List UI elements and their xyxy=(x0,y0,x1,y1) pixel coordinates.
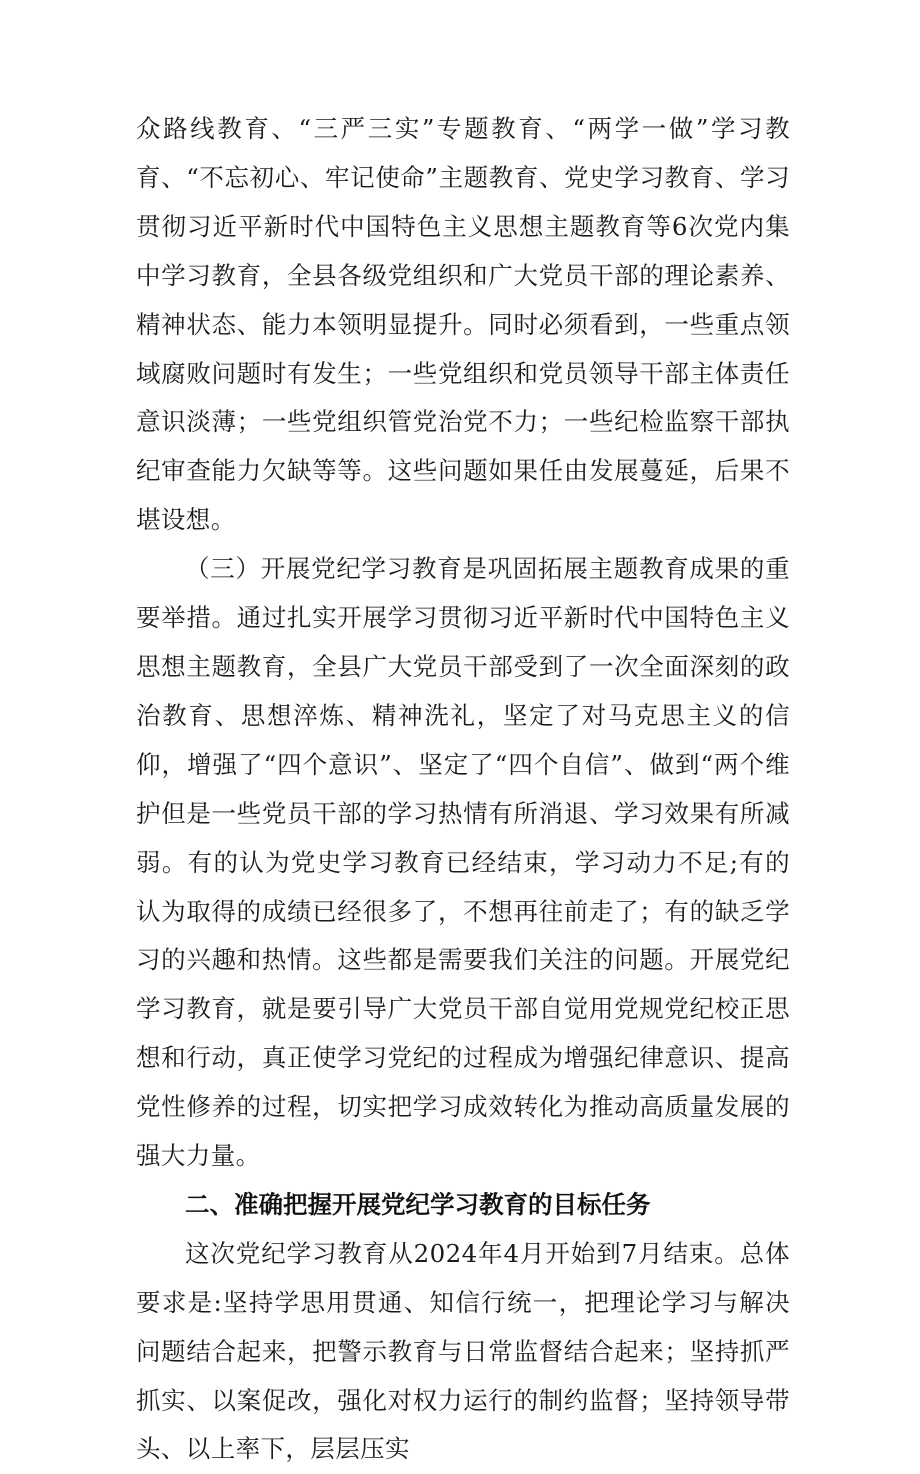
section-heading: 二、准确把握开展党纪学习教育的目标任务 xyxy=(185,1189,651,1219)
paragraph-requirements: 这次党纪学习教育从2024年4月开始到7月结束。总体要求是:坚持学思用贯通、知信行统一，把理论学习与解决问题结合起来，把警示教育与日常监督结合起来；坚持抓严抓实、以案促改，强化对权力运行的制约监督；坚持领导带头、以上率下，层层压实 xyxy=(136,1238,790,1464)
paragraph-continued: 众路线教育、“三严三实”专题教育、“两学一做”学习教育、“不忘初心、牢记使命”主题教育、党史学习教育、学习贯彻习近平新时代中国特色主义思想主题教育等6次党内集中学习教育，全县各级党组织和广大党员干部的理论素养、精神状态、能力本领明显提升。同时必须看到，一些重点领域腐败问题时有发生；一些党组织和党员领导干部主体责任意识淡薄；一些党组织管党治党不力；一些纪检监察干部执纪审查能力欠缺等等。这些问题如果任由发展蔓延，后果不堪设想。 xyxy=(136,114,790,535)
paragraph-section-three: （三）开展党纪学习教育是巩固拓展主题教育成果的重要举措。通过扎实开展学习贯彻习近平新时代中国特色主义思想主题教育，全县广大党员干部受到了一次全面深刻的政治教育、思想淬炼、精神洗礼，坚定了对马克思主义的信仰，增强了“四个意识”、坚定了“四个自信”、做到“两个维护但是一些党员干部的学习热情有所消退、学习效果有所减弱。有的认为党史学习教育已经结束，学习动力不足;有的认为取得的成绩已经很多了，不想再往前走了；有的缺乏学习的兴趣和热情。这些都是需要我们关注的问题。开展党纪学习教育，就是要引导广大党员干部自觉用党规党纪校正思想和行动，真正使学习党纪的过程成为增强纪律意识、提高党性修养的过程，切实把学习成效转化为推动高质量发展的强大力量。 xyxy=(136,554,790,1171)
